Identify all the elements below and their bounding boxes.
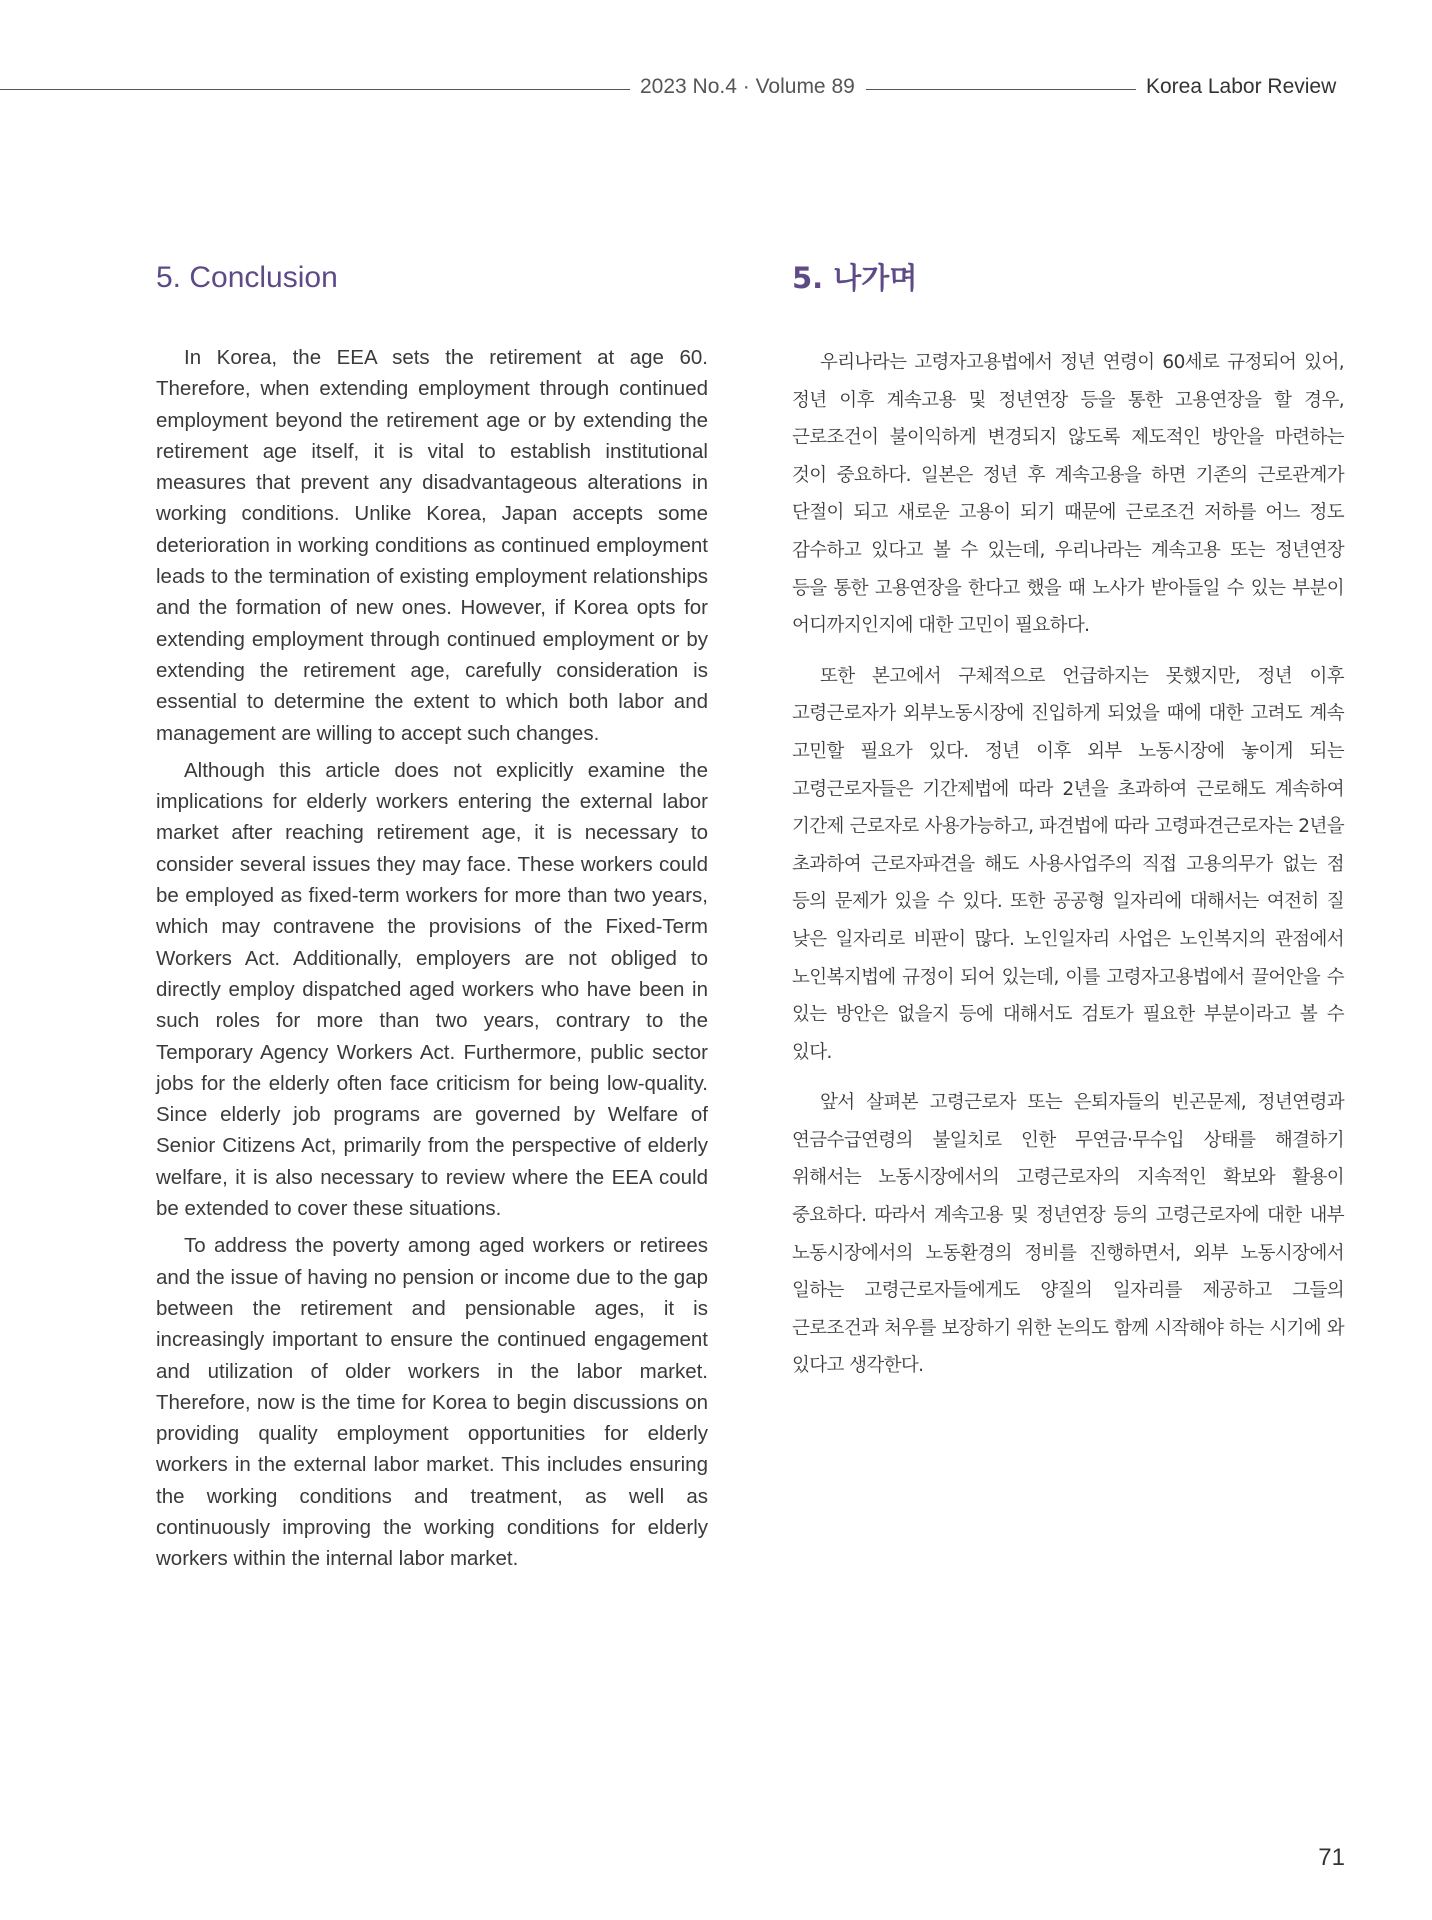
korean-body — [792, 344, 1344, 1385]
english-paragraph: Although this article does not explicitly examine the implications for elderly workers entering the external labor market after reaching retirement age, it is necessary to consider several issues they may face. These workers could be employed as fixed-term workers for more than two years, which may contravene the provisions of the Fixed-Term Workers Act. Additionally, employers are not obliged to directly employ dispatched aged workers who have been in such roles for more than two years, contrary to the Temporary Agency Workers Act. Furthermore, public sector jobs for the elderly often face criticism for being low-quality. Since elderly job programs are governed by Welfare of Senior Citizens Act, primarily from the perspective of elderly welfare, it is also necessary to review where the EEA could be extended to cover these situations. — [156, 758, 708, 1221]
korean-paragraph: 또한 본고에서 구체적으로 언급하지는 못했지만, 정년 이후 고령근로자가 외부노동시장에 진입하게 되었을 때에 대한 고려도 계속 고민할 필요가 있다. 정년 이후 외부 노동시장에 놓이게 되는 고령근로자들은 기간제법에 따라 2년을 초과하여 근로해도 계속하여 기간제 근로자로 사용가능하고, 파견법에 따라 고령파견근로자는 2년을 초과하여 근로자파견을 해도 사용사업주의 직접 고용의무가 없는 점 등의 문제가 있을 수 있다. 또한 공공형 일자리에 대해서는 여전히 질 낮은 일자리로 비판이 많다. 노인일자리 사업은 노인복지의 관점에서 노인복지법에 규정이 되어 있는데, 이를 고령자고용법에서 끌어안을 수 있는 방안은 없을지 등에 대해서도 검토가 필요한 부분이라고 볼 수 있다. — [792, 665, 1344, 1063]
english-paragraph: To address the poverty among aged workers or retirees and the issue of having no pension or income due to the gap between the retirement and pensionable ages, it is increasingly important to ensure the continued engagement and utilization of older workers in the labor market. Therefore, now is the time for Korea to begin discussions on providing quality employment opportunities for elderly workers in the external labor market. This includes ensuring the working conditions and treatment, as well as continuously improving the working conditions for elderly workers within the internal labor market. — [156, 1234, 708, 1571]
journal-title: Korea Labor Review — [1146, 75, 1337, 98]
header-rule-right — [866, 89, 1136, 90]
page-number: 71 — [1318, 1844, 1345, 1871]
english-paragraph: In Korea, the EEA sets the retirement at age 60. Therefore, when extending employment through continued employment beyond the retirement age or by extending the retirement age itself, it is vital to establish institutional measures that prevent any disadvantageous alterations in working conditions. Unlike Korea, Japan accepts some deterioration in working conditions as continued employment leads to the termination of existing employment relationships and the formation of new ones. However, if Korea opts for extending employment through continued employment or by extending the retirement age, carefully consideration is essential to determine the extent to which both labor and management are willing to accept such changes. — [156, 346, 708, 745]
english-section-heading: 5. Conclusion — [156, 261, 338, 294]
korean-column — [792, 256, 1344, 1398]
header-rule-left — [0, 89, 630, 90]
korean-paragraph: 앞서 살펴본 고령근로자 또는 은퇴자들의 빈곤문제, 정년연령과 연금수급연령의 불일치로 인한 무연금·무수입 상태를 해결하기 위해서는 노동시장에서의 고령근로자의 지속적인 확보와 활용이 중요하다. 따라서 계속고용 및 정년연장 등의 고령근로자에 대한 내부 노동시장에서의 노동환경의 정비를 진행하면서, 외부 노동시장에서 일하는 고령근로자들에게도 양질의 일자리를 제공하고 그들의 근로조건과 처우를 보장하기 위한 논의도 함께 시작해야 하는 시기에 와 있다고 생각한다. — [792, 1092, 1344, 1377]
english-body — [156, 342, 708, 1575]
korean-section-heading: 5. 나가며 — [792, 261, 918, 295]
journal-issue-label: 2023 No.4 · Volume 89 — [640, 75, 855, 98]
english-column — [156, 256, 708, 1581]
korean-paragraph: 우리나라는 고령자고용법에서 정년 연령이 60세로 규정되어 있어, 정년 이후 계속고용 및 정년연장 등을 통한 고용연장을 할 경우, 근로조건이 불이익하게 변경되지 않도록 제도적인 방안을 마련하는 것이 중요하다. 일본은 정년 후 계속고용을 하면 기존의 근로관계가 단절이 되고 새로운 고용이 되기 때문에 근로조건 저하를 어느 정도 감수하고 있다고 볼 수 있는데, 우리나라는 계속고용 또는 정년연장 등을 통한 고용연장을 한다고 했을 때 노사가 받아들일 수 있는 부분이 어디까지인지에 대한 고민이 필요하다. — [792, 352, 1344, 637]
